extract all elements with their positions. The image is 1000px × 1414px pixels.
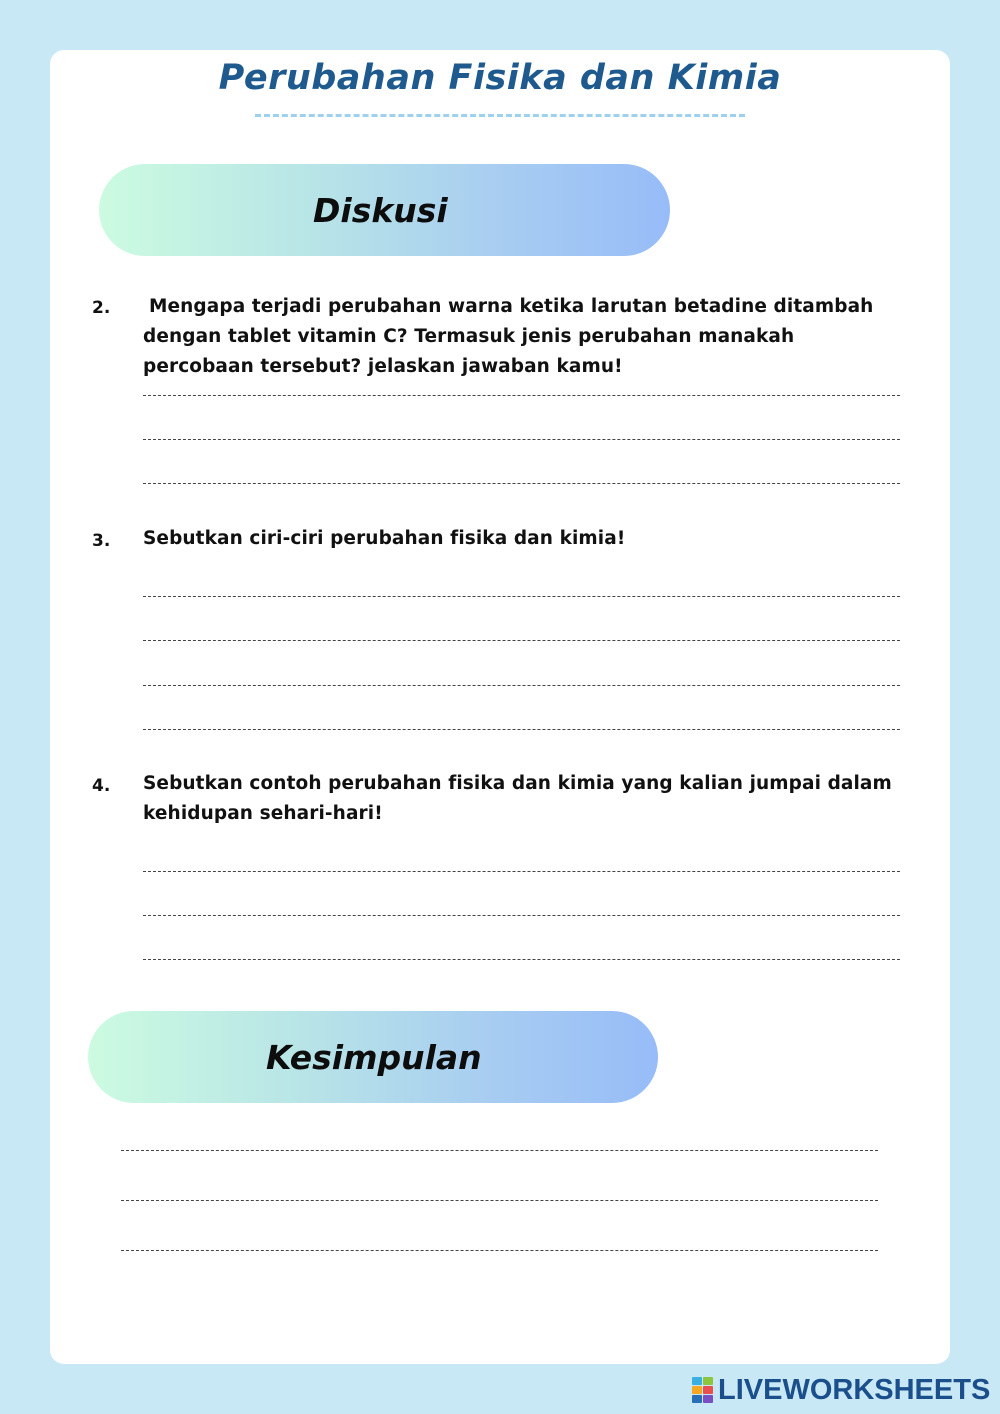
logo-tile	[692, 1377, 702, 1385]
question-number: 3.	[92, 531, 111, 551]
answer-line[interactable]	[143, 483, 900, 484]
answer-line[interactable]	[143, 640, 900, 641]
title-underline	[255, 114, 745, 117]
answer-line[interactable]	[143, 729, 900, 730]
answer-line[interactable]	[143, 871, 900, 872]
answer-line[interactable]	[143, 959, 900, 960]
answer-line[interactable]	[143, 596, 900, 597]
question-number: 2.	[92, 298, 111, 318]
question-number: 4.	[92, 776, 111, 796]
logo-tile	[703, 1377, 713, 1385]
liveworksheets-logo-icon	[692, 1377, 714, 1403]
page-title: Perubahan Fisika dan Kimia	[218, 58, 782, 98]
logo-tile	[692, 1395, 702, 1403]
answer-line[interactable]	[143, 439, 900, 440]
brand-name: LIVEWORKSHEETS	[718, 1373, 991, 1406]
answer-line[interactable]	[143, 915, 900, 916]
logo-tile	[703, 1386, 713, 1394]
section-title-diskusi: Diskusi	[313, 191, 448, 230]
question-text: Sebutkan ciri-ciri perubahan fisika dan kimia!	[143, 528, 626, 549]
logo-tile	[692, 1386, 702, 1394]
liveworksheets-brand	[692, 1374, 990, 1406]
section-title-kesimpulan: Kesimpulan	[266, 1038, 482, 1077]
conclusion-line[interactable]	[121, 1200, 878, 1201]
answer-line[interactable]	[143, 685, 900, 686]
conclusion-line[interactable]	[121, 1250, 878, 1251]
question-text: Sebutkan contoh perubahan fisika dan kimia yang kalian jumpai dalam kehidupan sehari-hari!	[143, 773, 892, 824]
answer-line[interactable]	[143, 395, 900, 396]
logo-tile	[703, 1395, 713, 1403]
question-text: Mengapa terjadi perubahan warna ketika larutan betadine ditambah dengan tablet vitamin C? Termasuk jenis perubahan manakah percobaan tersebut? jelaskan jawaban kamu!	[143, 296, 874, 377]
conclusion-line[interactable]	[121, 1150, 878, 1151]
